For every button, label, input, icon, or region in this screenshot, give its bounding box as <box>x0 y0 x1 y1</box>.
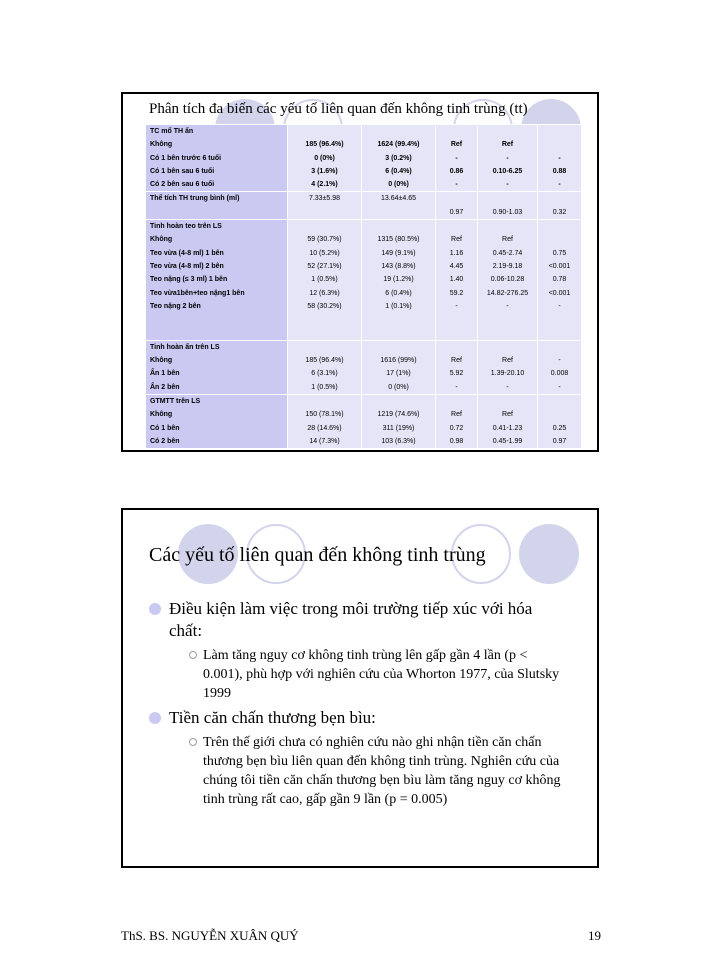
cell-line: 0.98 <box>449 437 464 445</box>
value-cell <box>538 394 582 448</box>
cell-line: Ref <box>502 411 513 419</box>
cell-line: - <box>455 302 458 310</box>
cell-line: 6 (3.1%) <box>311 370 338 378</box>
value-cell <box>362 125 436 192</box>
cell-line: Ref <box>501 141 514 149</box>
cell-line <box>440 125 473 138</box>
cell-line <box>150 206 283 219</box>
cell-line: Ref <box>502 357 513 365</box>
cell-line: Ẩn 1 bên <box>150 370 180 378</box>
cell-line: 185 (96.4%) <box>305 357 344 365</box>
sub-bullet-text: Làm tăng nguy cơ không tinh trùng lên gấp gần 4 lần (p < 0.001), phù hợp với nghiên cứu của Whorton 1977, của Slutsky 1999 <box>203 648 560 701</box>
cell-line <box>292 395 357 408</box>
cell-line: Teo vừa1bên+teo nặng1 bên <box>150 289 245 297</box>
cell-line: Không <box>150 236 173 244</box>
cell-line <box>366 125 431 138</box>
slide-1-title: Phân tích đa biến các yếu tố liên quan đến không tinh trùng (tt) <box>149 101 528 117</box>
footer-author: ThS. BS. NGUYỄN XUÂN QUÝ <box>121 928 299 943</box>
cell-line: Có 2 bên <box>150 437 180 445</box>
bullet-list <box>149 598 569 813</box>
cell-line: 0.008 <box>550 370 569 378</box>
cell-line: 2.19-9.18 <box>492 262 523 270</box>
cell-line <box>542 220 577 233</box>
cell-line: 0.10-6.25 <box>492 167 523 175</box>
value-cell <box>478 125 538 192</box>
cell-line <box>292 220 357 233</box>
cell-line: - <box>506 302 509 310</box>
cell-line: Tinh hoàn ẩn trên LS <box>150 343 220 351</box>
cell-line: 1624 (99.4%) <box>377 141 420 149</box>
bullet-item <box>149 598 569 642</box>
cell-line: Ref <box>502 236 513 244</box>
cell-line: Không <box>150 411 173 419</box>
sub-bullet-item <box>189 646 569 703</box>
cell-line: Teo nặng 2 bên <box>150 302 201 310</box>
cell-line: - <box>506 154 509 162</box>
value-cell <box>538 340 582 394</box>
cell-line: Thể tích TH trung bình (ml) <box>150 195 240 203</box>
sub-bullet-text: Trên thế giới chưa có nghiên cứu nào ghi nhận tiền căn chấn thương bẹn bìu liên quan đến không tinh trùng. Nghiên cứu của chúng tôi tiền căn chấn thương bẹn bìu làm tăng nguy cơ không tinh trùng rất cao, gấp gần 9 lần (p = 0.005) <box>203 735 561 807</box>
cell-line <box>542 341 577 354</box>
cell-line: 0.88 <box>552 167 567 175</box>
value-cell <box>436 220 478 341</box>
value-cell <box>538 192 582 220</box>
cell-line <box>542 408 577 421</box>
bullet-text: Điều kiện làm việc trong môi trường tiếp xúc với hóa chất: <box>169 599 533 640</box>
cell-line: 0 (0%) <box>388 181 409 189</box>
value-cell <box>362 340 436 394</box>
cell-line: Không <box>150 141 173 149</box>
value-cell <box>288 220 362 341</box>
cell-line: 14.82-276.25 <box>486 289 529 297</box>
cell-line: Ẩn 2 bên <box>150 383 180 391</box>
cell-line <box>440 192 473 205</box>
cell-line: - <box>558 181 561 189</box>
cell-line: Ref <box>451 411 462 419</box>
cell-line: 0.72 <box>449 424 464 432</box>
cell-line <box>440 341 473 354</box>
slide-1 <box>121 92 599 452</box>
cell-line: GTMTT trên LS <box>150 397 201 405</box>
value-cell <box>478 340 538 394</box>
cell-line <box>482 395 533 408</box>
cell-line: 0 (0%) <box>314 154 335 162</box>
cell-line <box>542 125 577 138</box>
cell-line: <0.001 <box>548 262 571 270</box>
bullet-ring-icon <box>189 651 197 659</box>
cell-line: 14 (7.3%) <box>309 437 340 445</box>
cell-line: Có 2 bên sau 6 tuổi <box>150 181 215 189</box>
cell-line <box>292 206 357 219</box>
cell-line: Teo vừa (4-8 ml) 2 bên <box>150 262 224 270</box>
cell-line: 13.64±4.65 <box>381 195 416 203</box>
sub-bullet-item <box>189 733 569 809</box>
cell-line <box>542 313 577 326</box>
table-row <box>146 125 582 192</box>
cell-line <box>482 192 533 205</box>
cell-line: 12 (6.3%) <box>309 289 340 297</box>
value-cell <box>288 394 362 448</box>
cell-line <box>542 233 577 246</box>
cell-line: 3 (0.2%) <box>385 154 412 162</box>
cell-line <box>150 326 283 339</box>
cell-line <box>482 125 533 138</box>
value-cell <box>538 125 582 192</box>
cell-line: TC mổ TH ẩn <box>150 128 194 135</box>
cell-line: 0.97 <box>552 437 567 445</box>
cell-line: 58 (30.2%) <box>307 302 342 310</box>
cell-line: 0.78 <box>552 276 567 284</box>
cell-line: Có 1 bên <box>150 424 180 432</box>
cell-line: - <box>455 154 458 162</box>
cell-line: 1 (0.5%) <box>311 276 338 284</box>
cell-line: 143 (8.8%) <box>381 262 416 270</box>
cell-line: 10 (5.2%) <box>309 249 340 257</box>
cell-line: 52 (27.1%) <box>307 262 342 270</box>
cell-line <box>482 313 533 326</box>
cell-line: - <box>558 383 561 391</box>
value-cell <box>288 192 362 220</box>
cell-line: - <box>455 181 458 189</box>
decor-circle <box>519 524 579 584</box>
value-cell <box>436 340 478 394</box>
value-cell <box>478 220 538 341</box>
regression-table <box>145 124 582 449</box>
cell-line: 1 (0.1%) <box>385 302 412 310</box>
value-cell <box>436 192 478 220</box>
slide-2 <box>121 508 599 868</box>
row-label-cell <box>146 394 288 448</box>
cell-line: 3 (1.6%) <box>311 167 338 175</box>
cell-line <box>440 313 473 326</box>
cell-line: 0.86 <box>449 167 464 175</box>
cell-line: 149 (9.1%) <box>381 249 416 257</box>
cell-line: - <box>558 154 561 162</box>
cell-line: Ref <box>451 357 462 365</box>
cell-line: 0.45-1.99 <box>492 437 523 445</box>
cell-line: 150 (78.1%) <box>305 411 344 419</box>
cell-line: 6 (0.4%) <box>385 167 412 175</box>
cell-line <box>366 395 431 408</box>
cell-line: Có 1 bên sau 6 tuổi <box>150 167 215 175</box>
value-cell <box>436 394 478 448</box>
cell-line: 1315 (80.5%) <box>377 236 420 244</box>
row-label-cell <box>146 220 288 341</box>
value-cell <box>288 125 362 192</box>
cell-line <box>542 395 577 408</box>
value-cell <box>288 340 362 394</box>
cell-line: Không <box>150 357 173 365</box>
cell-line <box>292 341 357 354</box>
cell-line: - <box>455 383 458 391</box>
cell-line: 59.2 <box>449 289 464 297</box>
row-label-cell <box>146 192 288 220</box>
cell-line <box>542 192 577 205</box>
cell-line: 28 (14.6%) <box>307 424 342 432</box>
cell-line <box>440 220 473 233</box>
cell-line <box>150 313 283 326</box>
table-row <box>146 192 582 220</box>
cell-line <box>366 326 431 339</box>
bullet-dot-icon <box>149 603 161 615</box>
cell-line: 7.33±5.98 <box>308 195 341 203</box>
slide-2-title: Các yếu tố liên quan đến không tinh trùng <box>149 544 486 566</box>
table-row <box>146 394 582 448</box>
cell-line: 17 (1%) <box>386 370 411 378</box>
cell-line: Ref <box>450 141 463 149</box>
cell-line: - <box>558 357 561 365</box>
cell-line: 1616 (99%) <box>380 357 417 365</box>
value-cell <box>478 394 538 448</box>
cell-line: 1.16 <box>449 249 464 257</box>
cell-line: 59 (30.7%) <box>307 236 342 244</box>
cell-line <box>440 395 473 408</box>
cell-line: Teo vừa (4-8 ml) 1 bên <box>150 249 224 257</box>
bullet-dot-icon <box>149 712 161 724</box>
bullet-text: Tiền căn chấn thương bẹn bìu: <box>169 708 376 727</box>
cell-line <box>482 220 533 233</box>
cell-line: 1 (0.5%) <box>311 383 338 391</box>
value-cell <box>362 394 436 448</box>
cell-line: Teo nặng (≤ 3 ml) 1 bên <box>150 276 228 284</box>
value-cell <box>538 220 582 341</box>
cell-line: - <box>506 383 509 391</box>
cell-line <box>440 326 473 339</box>
cell-line: 0.06-10.28 <box>490 276 525 284</box>
bullet-ring-icon <box>189 738 197 746</box>
cell-line: 1.40 <box>449 276 464 284</box>
value-cell <box>362 192 436 220</box>
cell-line: 4.45 <box>449 262 464 270</box>
cell-line: 1.39-20.10 <box>490 370 525 378</box>
row-label-cell <box>146 125 288 192</box>
cell-line <box>366 313 431 326</box>
cell-line <box>366 206 431 219</box>
cell-line: Có 1 bên trước 6 tuổi <box>150 154 222 162</box>
cell-line: 0.25 <box>552 424 567 432</box>
cell-line <box>366 341 431 354</box>
cell-line: 0.75 <box>552 249 567 257</box>
cell-line <box>542 138 577 151</box>
cell-line <box>366 220 431 233</box>
value-cell <box>436 125 478 192</box>
cell-line: 185 (96.4%) <box>305 141 344 149</box>
table-row <box>146 220 582 341</box>
cell-line: 0 (0%) <box>388 383 409 391</box>
cell-line <box>292 125 357 138</box>
cell-line: Tinh hoàn teo trên LS <box>150 223 222 231</box>
cell-line: 1219 (74.6%) <box>377 411 420 419</box>
cell-line: 0.90-1.03 <box>492 208 523 216</box>
value-cell <box>362 220 436 341</box>
cell-line: 0.97 <box>449 208 464 216</box>
cell-line <box>482 326 533 339</box>
cell-line: 5.92 <box>449 370 464 378</box>
cell-line: - <box>558 302 561 310</box>
table-row <box>146 340 582 394</box>
cell-line: 6 (0.4%) <box>385 289 412 297</box>
cell-line: 0.32 <box>552 208 567 216</box>
cell-line: 0.41-1.23 <box>492 424 523 432</box>
cell-line: 311 (19%) <box>382 424 415 432</box>
cell-line <box>542 326 577 339</box>
cell-line <box>292 326 357 339</box>
page-number: 19 <box>588 928 601 943</box>
cell-line <box>292 313 357 326</box>
cell-line: 103 (6.3%) <box>381 437 416 445</box>
cell-line <box>482 341 533 354</box>
cell-line: Ref <box>451 236 462 244</box>
cell-line: 4 (2.1%) <box>311 181 338 189</box>
bullet-item <box>149 707 569 729</box>
cell-line: - <box>506 181 509 189</box>
cell-line: <0.001 <box>548 289 571 297</box>
value-cell <box>478 192 538 220</box>
cell-line: 0.45-2.74 <box>492 249 523 257</box>
cell-line: 19 (1.2%) <box>383 276 414 284</box>
row-label-cell <box>146 340 288 394</box>
